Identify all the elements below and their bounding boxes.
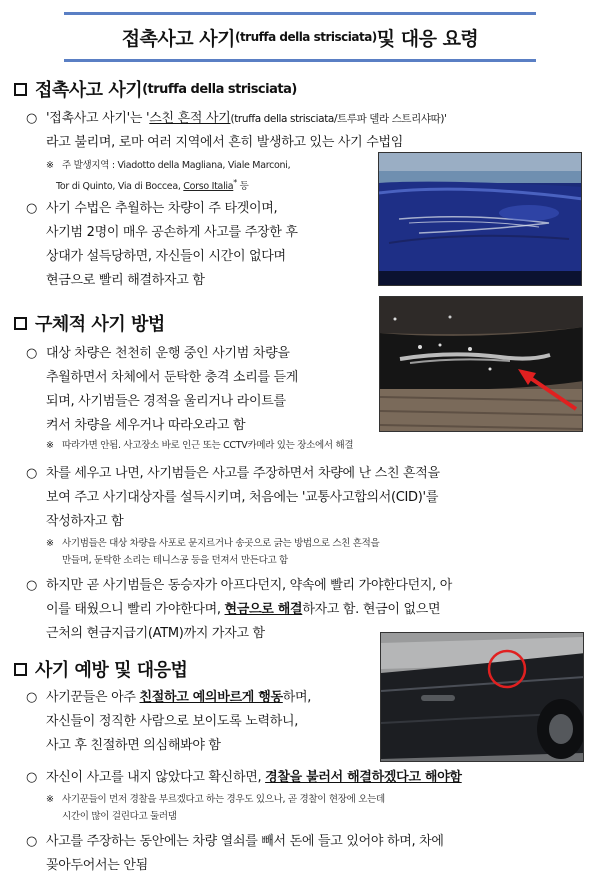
text: 따라가면 안됨. 사고장소 바로 인근 또는 CCTV카메라 있는 장소에서 해결 [62, 440, 354, 451]
text: 대상 차량은 천천히 운행 중인 사기범 차량을 [46, 346, 290, 361]
text: 현금으로 빨리 해결하자고 함 [46, 273, 205, 288]
text: 상대가 설득당하면, 자신들이 시간이 없다며 [46, 249, 286, 264]
car-scratch-photo-svg [379, 153, 582, 286]
reference-mark-icon: ※ [46, 440, 54, 451]
bullet-keep-keys [26, 830, 444, 878]
text: 추월하면서 차체에서 둔탁한 충격 소리를 듣게 [46, 370, 299, 385]
section-heading-prevention [14, 656, 187, 682]
text: Tor di Quinto, Via di Boccea, [56, 181, 184, 193]
text: 이를 태웠으니 빨리 가야한다며, [46, 602, 225, 617]
text: 라고 불리며, 로마 여러 지역에서 흔히 발생하고 있는 사기 수법임 [46, 135, 404, 150]
text: 만들며, 둔탁한 소리는 테니스공 등을 던져서 만든다고 함 [62, 555, 288, 566]
circle-bullet-icon: ○ [26, 346, 38, 361]
reference-mark-icon: ※ [46, 538, 54, 549]
reference-mark-icon: ※ [46, 160, 54, 171]
circle-bullet-icon: ○ [26, 201, 38, 216]
square-bullet-icon [14, 663, 27, 676]
section-heading-text: 접촉사고 사기 [35, 80, 143, 101]
text: 사기꾼들이 먼저 경찰을 부르겠다고 하는 경우도 있으나, 곧 경찰이 현장에 오는데 [62, 794, 385, 805]
section-heading-latin: (truffa della strisciata) [142, 81, 297, 97]
photo-scratched-blue-car [378, 152, 582, 286]
page-title [64, 12, 536, 62]
text: 차를 세우고 나면, 사기범들은 사고를 주장하면서 차량에 난 스친 흔적을 [46, 466, 440, 481]
text: (truffa della strisciata/트루파 델라 스트리샤따)' [230, 113, 447, 125]
scratch-arrow-photo-svg [380, 297, 583, 432]
text: 사기 수법은 추월하는 차량이 주 타겟이며, [46, 201, 278, 216]
bullet-method-summary [26, 197, 298, 293]
text: 하지만 곧 사기범들은 동승자가 아프다던지, 약속에 빨리 가야한다던지, 아 [46, 578, 453, 593]
text: 사고를 주장하는 동안에는 차량 열쇠를 빼서 돈에 들고 있어야 하며, 차에 [46, 834, 444, 849]
underlined-text: 현금으로 해결 [224, 602, 303, 617]
bullet-call-police [26, 766, 462, 790]
text: 하며, [282, 690, 312, 705]
text: 사기꾼들은 아주 [46, 690, 140, 705]
underlined-text: 스친 흔적 사기 [149, 111, 231, 126]
text: 보여 주고 사기대상자를 설득시키며, 처음에는 '교통사고합의서(CID)'를 [46, 490, 439, 505]
title-main: 접촉사고 사기 [121, 27, 235, 50]
reference-mark-icon: ※ [46, 794, 54, 805]
circle-bullet-icon: ○ [26, 690, 38, 705]
note-do-not-follow [46, 437, 353, 454]
text: 주 발생지역 : Viadotto della Magliana, Viale Marconi, [62, 160, 291, 171]
bullet-polite-scammers [26, 686, 311, 758]
note-locations [46, 157, 290, 195]
text: 사기범 2명이 매우 공손하게 사고를 주장한 후 [46, 225, 298, 240]
underlined-text: Corso Italia [183, 181, 234, 193]
text: 등 [236, 181, 249, 193]
text: 자신들이 정직한 사람으로 보이도록 노력하니, [46, 714, 299, 729]
square-bullet-icon [14, 317, 27, 330]
circle-bullet-icon: ○ [26, 466, 38, 481]
section-heading-text: 구체적 사기 방법 [35, 314, 165, 335]
text: 켜서 차량을 세우거나 따라오라고 함 [46, 418, 246, 433]
circle-bullet-icon: ○ [26, 111, 38, 126]
text: 되며, 사기범들은 경적을 울리거나 라이트를 [46, 394, 286, 409]
bullet-stop-and-claim [26, 462, 440, 534]
text: '접촉사고 사기'는 ' [46, 111, 150, 126]
underlined-text: 친절하고 예의바르게 행동 [139, 690, 283, 705]
circle-bullet-icon: ○ [26, 770, 38, 785]
section-heading-method [14, 310, 165, 336]
circle-bullet-icon: ○ [26, 578, 38, 593]
title-latin: (truffa della strisciata) [234, 30, 377, 44]
car-door-photo-svg [381, 633, 584, 762]
photo-scratch-arrow [379, 296, 583, 432]
superscript: * [233, 178, 237, 187]
title-rest: 및 대응 요령 [376, 27, 479, 50]
section-heading-scam [14, 76, 297, 102]
text: 꽂아두어서는 안됨 [46, 858, 148, 873]
section-heading-text: 사기 예방 및 대응법 [35, 660, 188, 681]
text: 하자고 함. 현금이 없으면 [302, 602, 441, 617]
note-scratch-method [46, 535, 379, 569]
underlined-text: 경찰을 불러서 해결하겠다고 해야함 [265, 770, 462, 785]
bullet-overtaking [26, 342, 298, 438]
square-bullet-icon [14, 83, 27, 96]
text: 작성하자고 함 [46, 514, 124, 529]
bullet-definition [26, 107, 447, 155]
text: 근처의 현금지급기(ATM)까지 가자고 함 [46, 626, 265, 641]
circle-bullet-icon: ○ [26, 834, 38, 849]
text: 시간이 많이 걸린다고 둘러댐 [62, 811, 177, 822]
photo-car-door-circle [380, 632, 584, 762]
text: 사고 후 친절하면 의심해봐야 함 [46, 738, 221, 753]
text: 자신이 사고를 내지 않았다고 확신하면, [46, 770, 266, 785]
text: 사기범들은 대상 차량을 사포로 문지르거나 송곳으로 긁는 방법으로 스친 흔적을 [62, 538, 380, 549]
note-police-delay [46, 791, 385, 825]
